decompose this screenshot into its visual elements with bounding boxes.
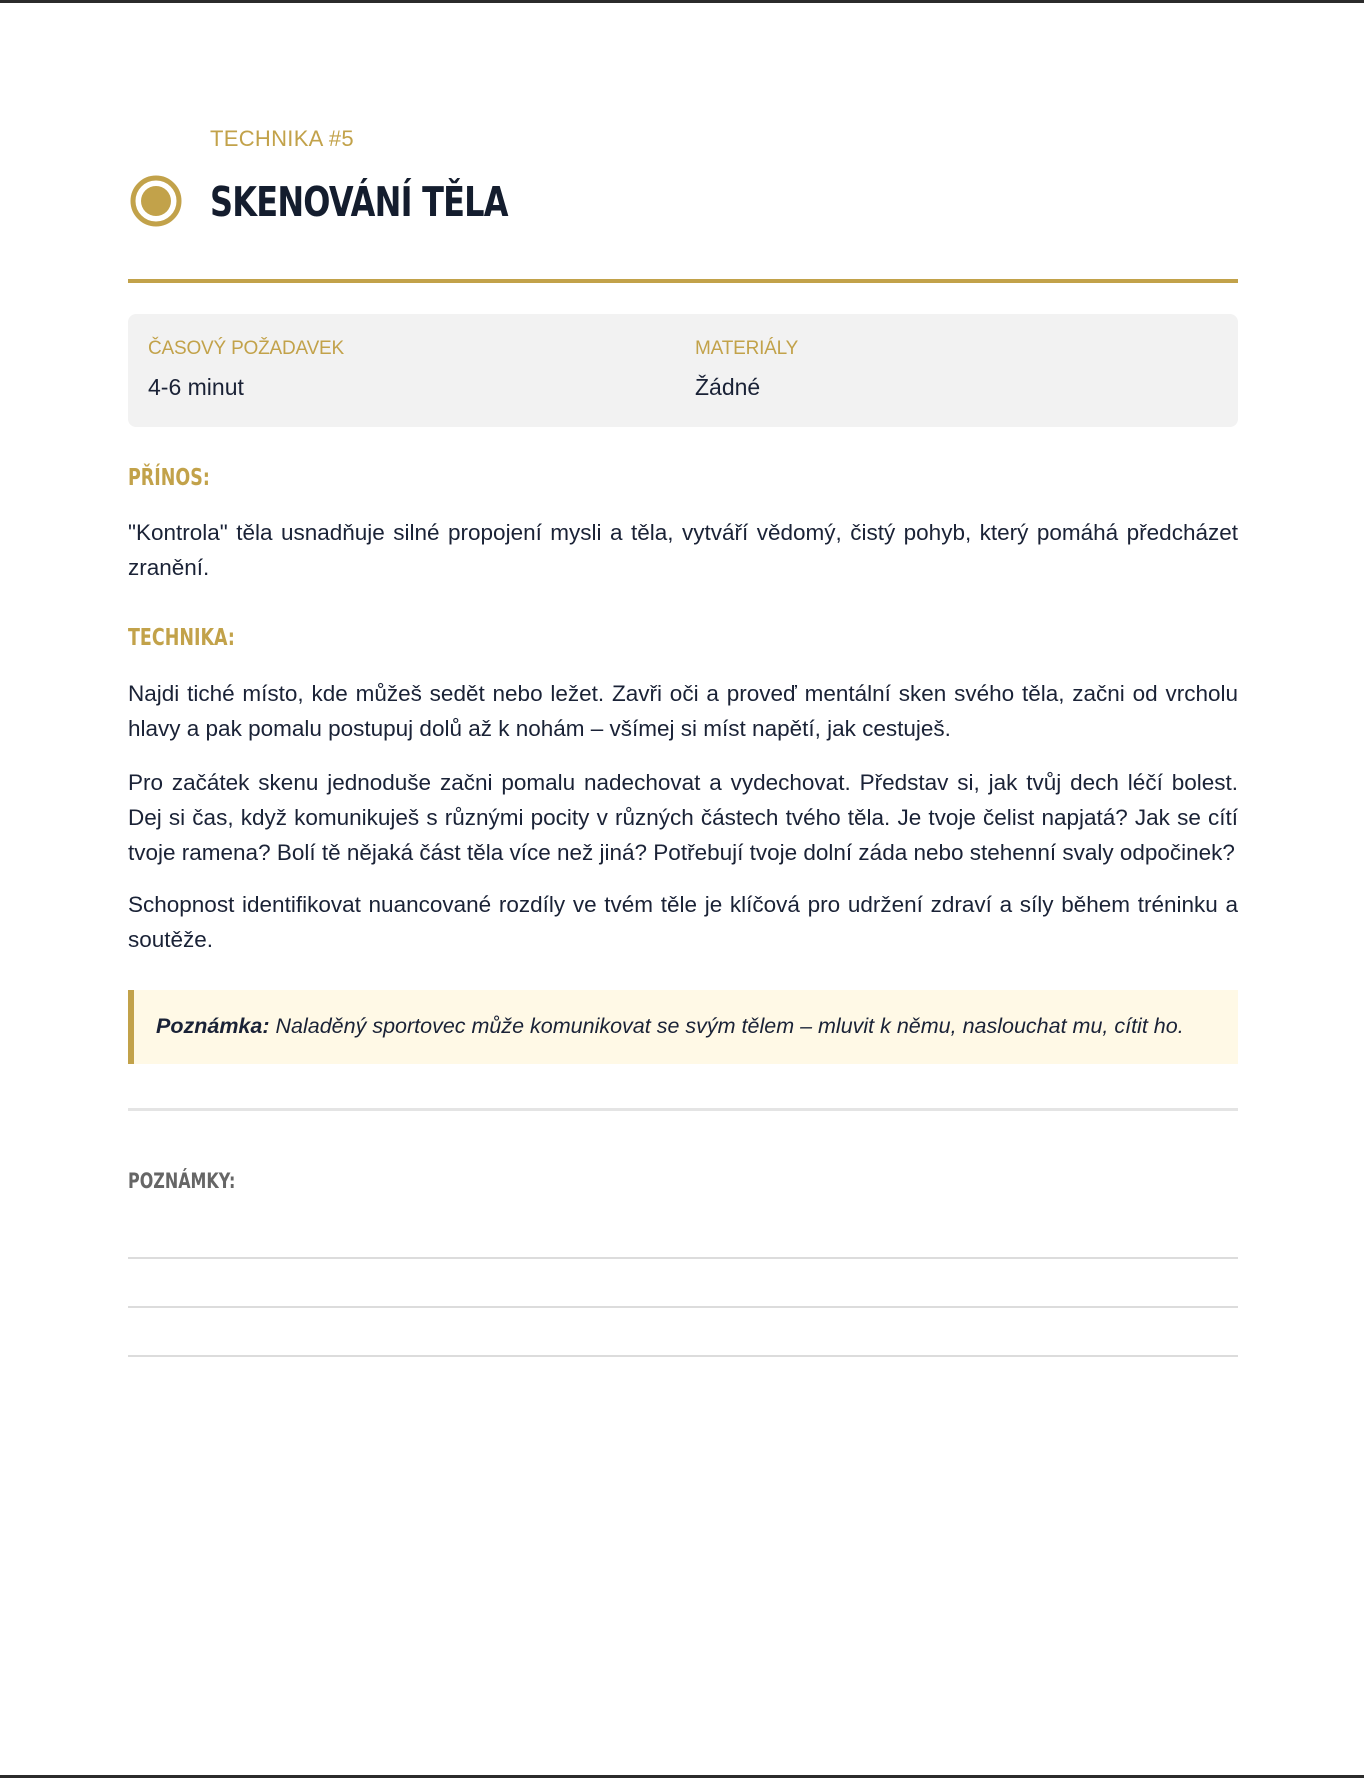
materials-value: Žádné [695, 374, 761, 400]
technique-paragraph: Schopnost identifikovat nuancované rozdíly ve tvém těle je klíčová pro udržení zdraví a síly během tréninku a soutěže. [128, 892, 1238, 952]
technique-paragraph: Najdi tiché místo, kde můžeš sedět nebo ležet. Zavři oči a proveď mentální sken svého těla, začni od vrcholu hlavy a pak pomalu postupuj dolů až k nohám – všímej si míst napětí, jak cestuješ. [128, 681, 1238, 741]
note-text [156, 1010, 1184, 1042]
technique-number: TECHNIKA #5 [210, 126, 354, 151]
materials [695, 336, 798, 402]
top-border [0, 0, 1364, 3]
notes-writing-line[interactable] [128, 1306, 1238, 1308]
title-divider [128, 279, 1238, 283]
technique-paragraph: Pro začátek skenu jednoduše začni pomalu nadechovat a vydechovat. Představ si, jak tvůj dech léčí bolest. Dej si čas, když komunikuješ s různými pocity v různých částech tvého těla. Je tvoje čelist napjatá? Jak se cítí tvoje ramena? Bolí tě nějaká část těla více než jiná? Potřebují tvoje dolní záda nebo stehenní svaly odpočinek? [128, 770, 1238, 865]
time-value: 4-6 minut [148, 374, 244, 400]
benefit-heading: PŘÍNOS: [128, 465, 210, 491]
note-label: Poznámka: [156, 1014, 270, 1038]
page-title: SKENOVÁNÍ TĚLA [210, 178, 508, 226]
benefit-text: "Kontrola" těla usnadňuje silné propojení mysli a těla, vytváří vědomý, čistý pohyb, který pomáhá předcházet zranění. [128, 520, 1238, 580]
notes-writing-line[interactable] [128, 1257, 1238, 1259]
target-circle-icon [130, 175, 182, 227]
info-box [128, 314, 1238, 427]
time-requirement [148, 336, 344, 402]
notes-writing-line[interactable] [128, 1355, 1238, 1357]
section-divider [128, 1108, 1238, 1111]
notes-heading: POZNÁMKY: [128, 1169, 236, 1193]
note-callout [128, 990, 1238, 1064]
note-body: Naladěný sportovec může komunikovat se svým tělem – mluvit k němu, naslouchat mu, cítit ho. [275, 1014, 1184, 1038]
materials-label: MATERIÁLY [695, 338, 799, 359]
time-label: ČASOVÝ POŽADAVEK [148, 338, 345, 359]
technique-heading: TECHNIKA: [128, 625, 235, 651]
